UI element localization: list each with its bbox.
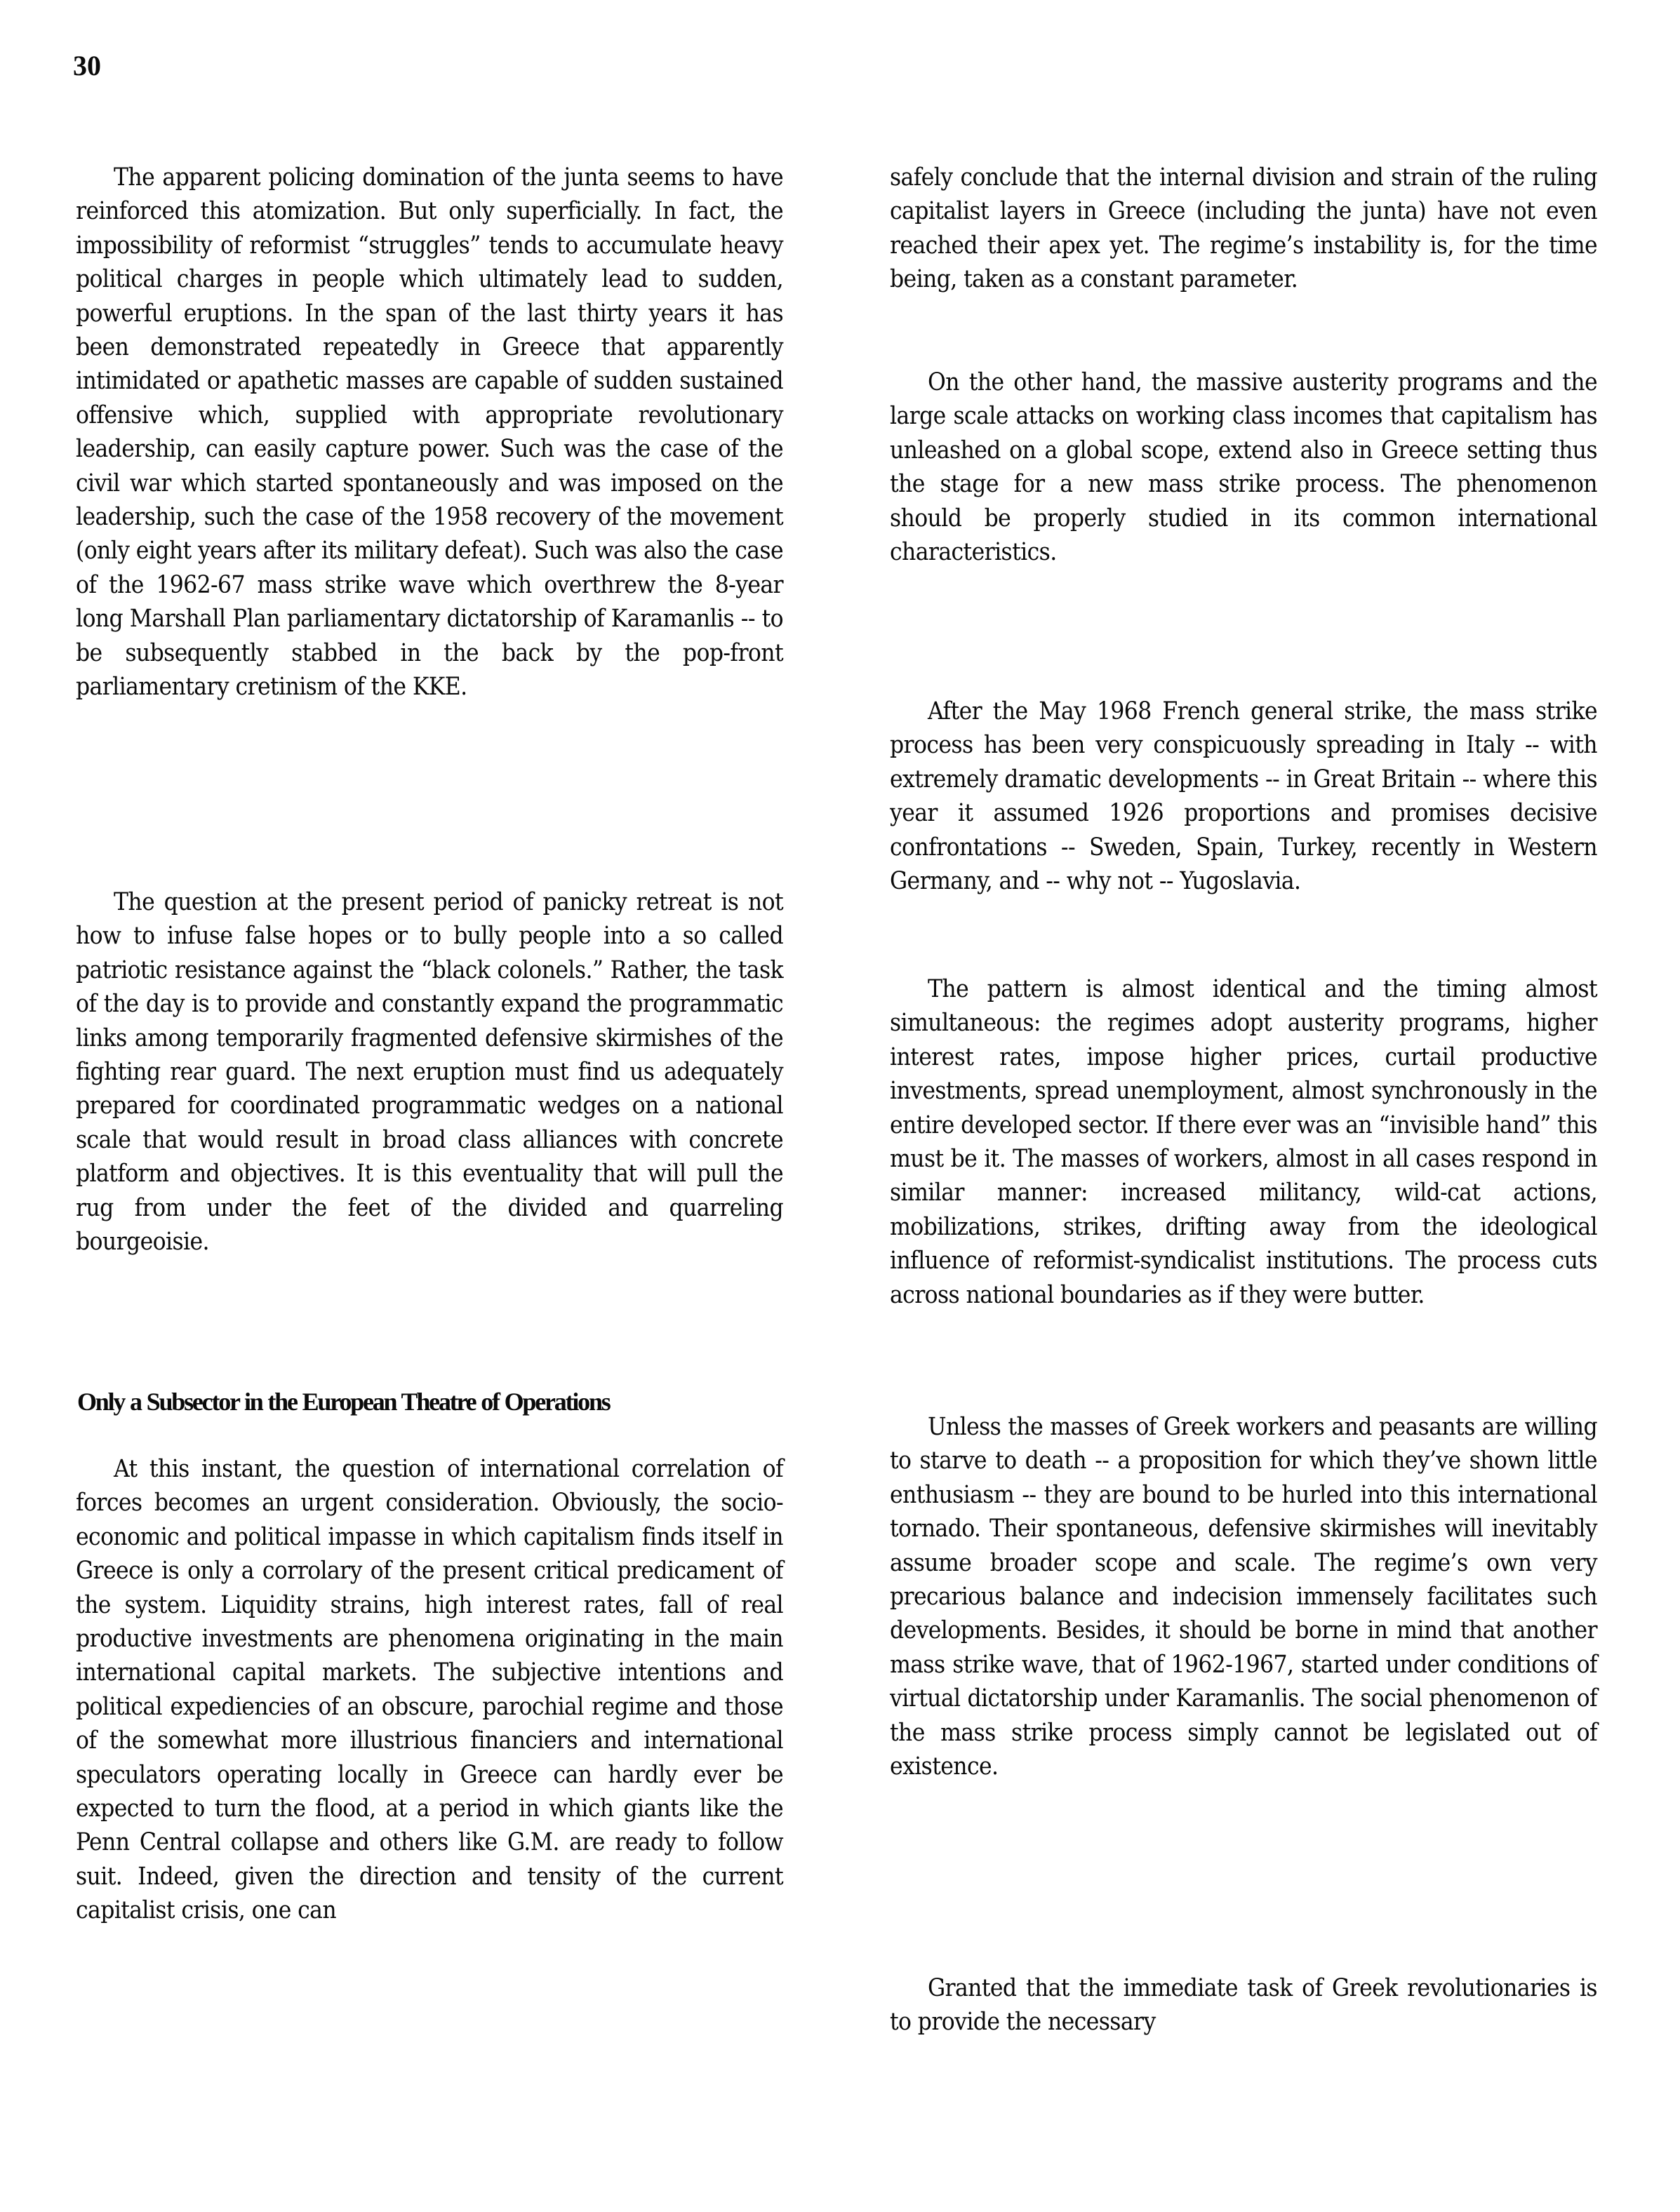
section-heading: Only a Subsector in the European Theatre of Operations [77,1388,610,1416]
paragraph-international-correlation: At this instant, the question of international correlation of forces becomes an urgent consideration. Obviously, the socio-economic and political impasse in which capitalism finds itself in Greece is only a corrolary of the present critical predicament of the system. Liquidity strains, high interest rates, fall of real productive investments are phenomena originating in the main international capital markets. The subjective intentions and political expediencies of an obscure, parochial regime and those of the somewhat more illustrious financiers and international speculators operating locally in Greece can hardly ever be expected to turn the flood, at a period in which giants like the Penn Central collapse and others like G.M. are ready to follow suit. Indeed, given the direction and tensity of the current capitalist crisis, one can [76,1455,783,1925]
paragraph-austerity-programs: On the other hand, the massive austerity programs and the large scale attacks on working class incomes that capitalism has unleashed on a global scope, extend also in Greece setting thus the stage for a new mass strike process. The phenomenon should be properly studied in its common international characteristics. [890,368,1597,567]
paragraph-pattern-identical: The pattern is almost identical and the timing almost simultaneous: the regimes adopt austerity programs, higher interest rates, impose higher prices, curtail productive investments, spread unemployment, almost synchronously in the entire developed sector. If there ever was an “invisible hand” this must be it. The masses of workers, almost in all cases respond in similar manner: increased militancy, wild-cat actions, mobilizations, strikes, drifting away from the ideological influence of reformist-syndicalist institutions. The process cuts across national boundaries as if they were butter. [890,975,1597,1309]
page-number: 30 [73,50,101,81]
paragraph-may-1968: After the May 1968 French general strike, the mass strike process has been very conspicuously spreading in Italy -- with extremely dramatic developments -- in Great Britain -- where this year it assumed 1926 proportions and promises decisive confrontations -- Sweden, Spain, Turkey, recently in Western Germany, and -- why not -- Yugoslavia. [890,697,1597,896]
paragraph-greek-workers: Unless the masses of Greek workers and peasants are willing to starve to death -- a proposition for which they’ve shown little enthusiasm -- they are bound to be hurled into this international tornado. Their spontaneous, defensive skirmishes will inevitably assume broader scope and scale. The regime’s own very precarious balance and indecision immensely facilitates such developments. Besides, it should be borne in mind that another mass strike wave, that of 1962-1967, started under conditions of virtual dictatorship under Karamanlis. The social phenomenon of the mass strike process simply cannot be legislated out of existence. [890,1413,1597,1781]
right-column [890,0,1597,2212]
paragraph-continued-conclusion: safely conclude that the internal division and strain of the ruling capitalist layers in Greece (including the junta) have not even reached their apex yet. The regime’s instability is, for the time being, taken as a constant parameter. [890,163,1597,294]
paragraph-junta-atomization: The apparent policing domination of the junta seems to have reinforced this atomization. But only superficially. In fact, the impossibility of reformist “struggles” tends to accumulate heavy political charges in people which ultimately lead to sudden, powerful eruptions. In the span of the last thirty years it has been demonstrated repeatedly in Greece that apparently intimidated or apathetic masses are capable of sudden sustained offensive which, supplied with appropriate revolutionary leadership, can easily capture power. Such was the case of the civil war which started spontaneously and was imposed on the leadership, such the case of the 1958 recovery of the movement (only eight years after its military defeat). Such was also the case of the 1962-67 mass strike wave which overthrew the 8-year long Marshall Plan parliamentary dictatorship of Karamanlis -- to be subsequently stabbed in the back by the pop-front parliamentary cretinism of the KKE. [76,163,783,702]
paragraph-panicky-retreat: The question at the present period of panicky retreat is not how to infuse false hopes or to bully people into a so called patriotic resistance against the “black colonels.” Rather, the task of the day is to provide and constantly expand the programmatic links among temporarily fragmented defensive skirmishes of the fighting rear guard. The next eruption must find us adequately prepared for coordinated programmatic wedges on a national scale that would result in broad class alliances with concrete platform and objectives. It is this eventuality that will pull the rug from under the feet of the divided and quarreling bourgeoisie. [76,888,783,1256]
left-column [76,0,783,2212]
paragraph-granted: Granted that the immediate task of Greek revolutionaries is to provide the necessary [890,1974,1597,2037]
